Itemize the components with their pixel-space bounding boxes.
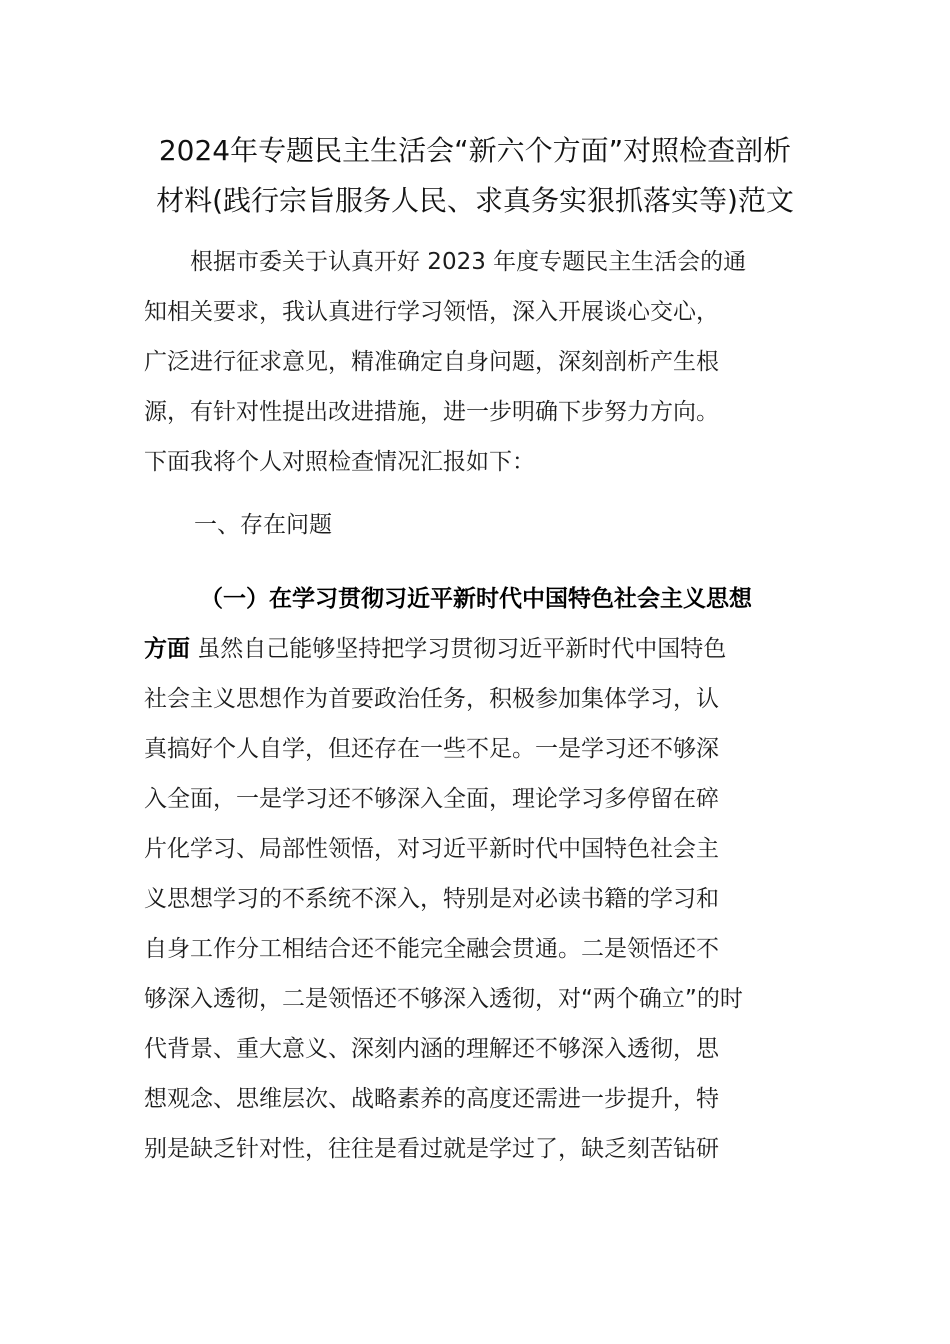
paragraph-line: 入全面，一是学习还不够深入全面，理论学习多停留在碎 bbox=[144, 786, 719, 812]
paragraph-line: 片化学习、局部性领悟，对习近平新时代中国特色社会主 bbox=[144, 836, 719, 862]
paragraph-line: 想观念、思维层次、战略素养的高度还需进一步提升，特 bbox=[144, 1086, 719, 1112]
title-line: 2024年专题民主生活会“新六个方面”对照检查剖析 bbox=[158, 134, 792, 167]
paragraph-line: 下面我将个人对照检查情况汇报如下： bbox=[144, 449, 535, 475]
paragraph-line: 够深入透彻，二是领悟还不够深入透彻，对“两个确立”的时 bbox=[144, 986, 743, 1012]
paragraph-line: 自身工作分工相结合还不能完全融会贯通。二是领悟还不 bbox=[144, 936, 719, 962]
paragraph-line: 真搞好个人自学，但还存在一些不足。一是学习还不够深 bbox=[144, 736, 719, 762]
section-heading: 一、存在问题 bbox=[194, 512, 332, 538]
paragraph-line: 广泛进行征求意见，精准确定自身问题，深刻剖析产生根 bbox=[144, 349, 719, 375]
title-line: 材料(践行宗旨服务人民、求真务实狠抓落实等)范文 bbox=[156, 184, 794, 217]
paragraph-text: 虽然自己能够坚持把学习贯彻习近平新时代中国特色 bbox=[190, 636, 727, 662]
subsection-heading: （一）在学习贯彻习近平新时代中国特色社会主义思想 bbox=[200, 586, 752, 612]
paragraph-line: 代背景、重大意义、深刻内涵的理解还不够深入透彻，思 bbox=[144, 1036, 719, 1062]
paragraph-line: 源，有针对性提出改进措施，进一步明确下步努力方向。 bbox=[144, 399, 719, 425]
paragraph-line: 别是缺乏针对性，往往是看过就是学过了，缺乏刻苦钻研 bbox=[144, 1136, 719, 1162]
paragraph-line: 根据市委关于认真开好 2023 年度专题民主生活会的通 bbox=[190, 249, 747, 275]
paragraph-line bbox=[144, 624, 814, 674]
paragraph-line: 知相关要求，我认真进行学习领悟，深入开展谈心交心， bbox=[144, 299, 719, 325]
intro-paragraph bbox=[144, 237, 814, 487]
subsection-paragraph bbox=[144, 574, 814, 1174]
paragraph-line: 义思想学习的不系统不深入，特别是对必读书籍的学习和 bbox=[144, 886, 719, 912]
paragraph-line: 社会主义思想作为首要政治任务，积极参加集体学习，认 bbox=[144, 686, 719, 712]
document-title bbox=[120, 128, 830, 228]
subsection-heading-end: 方面 bbox=[144, 636, 190, 662]
